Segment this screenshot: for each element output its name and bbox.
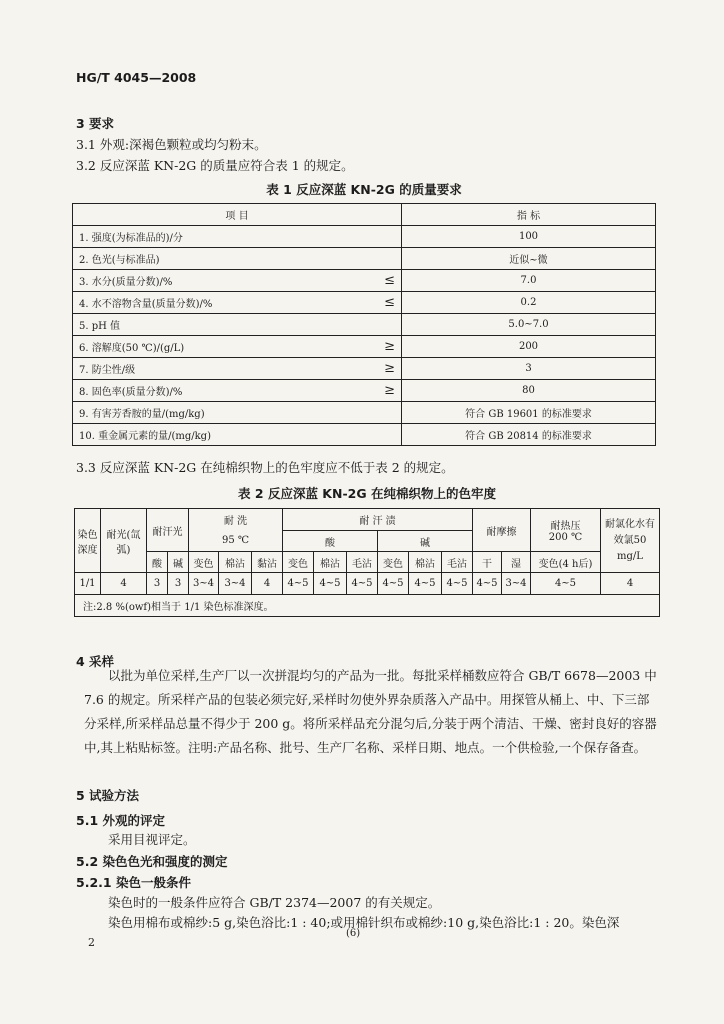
operator-cell — [353, 314, 402, 336]
clause-5-1-title: 5.1 外观的评定 — [76, 813, 165, 828]
value-cell: 80 — [402, 380, 656, 402]
data-cell: 1/1 — [75, 573, 101, 595]
header-spec: 指 标 — [402, 204, 656, 226]
table-row — [73, 358, 656, 380]
data-cell: 3 — [168, 573, 189, 595]
header-row-3 — [75, 552, 660, 573]
table-row — [75, 573, 660, 595]
table-note: 注:2.8 %(owf)相当于 1/1 染色标准深度。 — [75, 595, 660, 617]
color-fastness-table — [74, 508, 660, 617]
clause-5-2-1-text-2: 染色用棉布或棉纱:5 g,染色浴比:1 : 40;或用棉针织布或棉纱:10 g,染色浴比:1 : 20。染色深 — [108, 915, 620, 930]
standard-number: HG/T 4045—2008 — [76, 70, 197, 85]
table-header-row — [73, 204, 656, 226]
subheader: 变色 — [283, 552, 314, 573]
subheader: 变色 — [189, 552, 219, 573]
data-cell: 4~5 — [442, 573, 473, 595]
item-cell: 7. 防尘性/级 — [73, 358, 353, 380]
subheader: 变色(4 h后) — [531, 552, 601, 573]
operator-cell: ≥ — [353, 358, 402, 380]
table-row — [73, 314, 656, 336]
data-cell: 3~4 — [189, 573, 219, 595]
clause-5-2-1-title: 5.2.1 染色一般条件 — [76, 875, 191, 890]
clause-5-2-title: 5.2 染色色光和强度的测定 — [76, 854, 228, 869]
data-cell: 4~5 — [283, 573, 314, 595]
table-2-caption: 表 2 反应深蓝 KN-2G 在纯棉织物上的色牢度 — [238, 486, 496, 501]
section-3-title: 3 要求 — [76, 116, 115, 131]
table-row — [73, 380, 656, 402]
header-perspiration: 耐 汗 渍 — [283, 509, 473, 531]
value-cell: 0.2 — [402, 292, 656, 314]
data-cell: 4 — [601, 573, 660, 595]
header-wash-temp: 95 ℃ — [189, 531, 283, 552]
table-row — [73, 270, 656, 292]
subheader: 干 — [473, 552, 502, 573]
subheader: 毛沾 — [347, 552, 378, 573]
data-cell: 3 — [147, 573, 168, 595]
note-row — [75, 595, 660, 617]
table-row — [73, 248, 656, 270]
clause-5-1-text: 采用目视评定。 — [108, 832, 196, 847]
subheader: 棉沾 — [219, 552, 252, 573]
subheader: 棉沾 — [409, 552, 442, 573]
subheader: 棉沾 — [314, 552, 347, 573]
data-cell: 4~5 — [531, 573, 601, 595]
header-light: 耐光(氙弧) — [101, 509, 147, 573]
item-cell: 10. 重金属元素的量/(mg/kg) — [73, 424, 353, 446]
data-cell: 3~4 — [219, 573, 252, 595]
header-row-1 — [75, 509, 660, 531]
operator-cell: ≥ — [353, 380, 402, 402]
item-cell: 1. 强度(为标准品的)/分 — [73, 226, 353, 248]
data-cell: 4~5 — [409, 573, 442, 595]
clause-5-2-1-text-1: 染色时的一般条件应符合 GB/T 2374—2007 的有关规定。 — [108, 895, 441, 910]
data-cell: 3~4 — [502, 573, 531, 595]
section-4-title: 4 采样 — [76, 654, 115, 669]
table-row — [73, 402, 656, 424]
item-cell: 4. 水不溶物含量(质量分数)/% — [73, 292, 353, 314]
value-cell: 近似~微 — [402, 248, 656, 270]
value-cell: 3 — [402, 358, 656, 380]
header-acid: 酸 — [283, 531, 378, 552]
subheader: 碱 — [168, 552, 189, 573]
subheader: 酸 — [147, 552, 168, 573]
subheader: 黏沾 — [252, 552, 283, 573]
sampling-paragraph: 以批为单位采样,生产厂以一次拼混均匀的产品为一批。每批采样桶数应符合 GB/T 6678—2003 中 7.6 的规定。所采样产品的包装必须完好,采样时勿使外界杂质落入产品中。用探管从桶上、中、下三部分采样,所采样品总量不得少于 200 g。将所采样品充分混匀后,分装于两个清洁、干燥、密封良好的容器中,其上粘贴标签。注明:产品名称、批号、生产厂名称、采样日期、地点。一个供检验,一个保存备查。 — [84, 668, 657, 755]
table-row — [73, 226, 656, 248]
operator-cell — [353, 248, 402, 270]
header-wash: 耐 洗 — [189, 509, 283, 531]
table-row — [73, 424, 656, 446]
value-cell: 200 — [402, 336, 656, 358]
item-cell: 2. 色光(与标准品) — [73, 248, 353, 270]
section-5-title: 5 试验方法 — [76, 788, 140, 803]
subheader: 毛沾 — [442, 552, 473, 573]
item-cell: 5. pH 值 — [73, 314, 353, 336]
value-cell: 7.0 — [402, 270, 656, 292]
subheader: 湿 — [502, 552, 531, 573]
subheader: 变色 — [378, 552, 409, 573]
clause-3-2: 3.2 反应深蓝 KN-2G 的质量应符合表 1 的规定。 — [76, 158, 354, 173]
page-number-center: (6) — [346, 928, 361, 939]
value-cell: 符合 GB 19601 的标准要求 — [402, 402, 656, 424]
value-cell: 符合 GB 20814 的标准要求 — [402, 424, 656, 446]
operator-cell — [353, 424, 402, 446]
quality-requirements-table — [72, 203, 656, 446]
data-cell: 4~5 — [378, 573, 409, 595]
operator-cell: ≤ — [353, 270, 402, 292]
data-cell: 4~5 — [473, 573, 502, 595]
data-cell: 4 — [252, 573, 283, 595]
data-cell: 4~5 — [347, 573, 378, 595]
clause-3-1: 3.1 外观:深褐色颗粒或均匀粉末。 — [76, 137, 267, 152]
value-cell: 5.0~7.0 — [402, 314, 656, 336]
item-cell: 3. 水分(质量分数)/% — [73, 270, 353, 292]
operator-cell — [353, 402, 402, 424]
clause-3-3: 3.3 反应深蓝 KN-2G 在纯棉织物上的色牢度应不低于表 2 的规定。 — [76, 460, 454, 475]
table-row — [73, 292, 656, 314]
page-number: 2 — [88, 936, 95, 949]
item-cell: 8. 固色率(质量分数)/% — [73, 380, 353, 402]
operator-cell: ≥ — [353, 336, 402, 358]
operator-cell: ≤ — [353, 292, 402, 314]
table-row — [73, 336, 656, 358]
item-cell: 9. 有害芳香胺的量/(mg/kg) — [73, 402, 353, 424]
header-rub: 耐摩擦 — [473, 509, 531, 552]
table-1-caption: 表 1 反应深蓝 KN-2G 的质量要求 — [266, 182, 462, 197]
value-cell: 100 — [402, 226, 656, 248]
operator-cell — [353, 226, 402, 248]
header-chlorine: 耐氯化水有效氯50 mg/L — [601, 509, 660, 573]
data-cell: 4~5 — [314, 573, 347, 595]
header-sweat-light: 耐汗光 — [147, 509, 189, 552]
data-cell: 4 — [101, 573, 147, 595]
header-alkali: 碱 — [378, 531, 473, 552]
header-hot: 耐热压 200 ℃ — [531, 509, 601, 552]
header-depth: 染色深度 — [75, 509, 101, 573]
item-cell: 6. 溶解度(50 ℃)/(g/L) — [73, 336, 353, 358]
header-item: 项 目 — [73, 204, 402, 226]
